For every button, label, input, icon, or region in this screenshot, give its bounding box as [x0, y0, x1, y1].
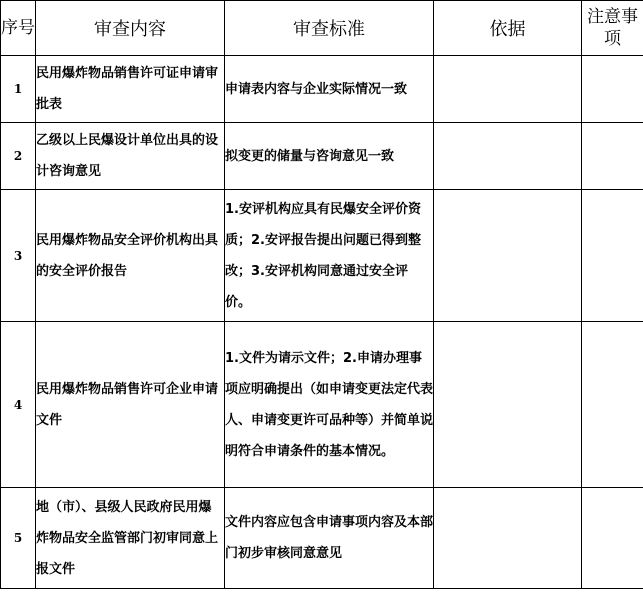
header-standard: 审查标准 [225, 1, 434, 56]
table-row [1, 56, 643, 123]
header-row [1, 1, 643, 56]
row-standard: 文件内容应包含申请事项内容及本部门初步审核同意意见 [225, 488, 434, 589]
header-basis: 依据 [434, 1, 582, 56]
row-notes [582, 123, 643, 190]
row-notes [582, 322, 643, 488]
header-index-label: 序号 [1, 18, 35, 38]
row-standard: 1.文件为请示文件；2.申请办理事项应明确提出（如申请变更法定代表人、申请变更许可品种等）并简单说明符合申请条件的基本情况。 [225, 322, 434, 488]
header-notes [582, 1, 643, 56]
table-row [1, 190, 643, 322]
row-standard: 1.安评机构应具有民爆安全评价资质；2.安评报告提出问题已得到整改；3.安评机构同意通过安全评价。 [225, 190, 434, 322]
row-content: 民用爆炸物品销售许可企业申请文件 [36, 322, 225, 488]
row-index: 4 [1, 322, 36, 488]
row-basis [434, 488, 582, 589]
header-content: 审查内容 [36, 1, 225, 56]
row-notes [582, 190, 643, 322]
table-row [1, 488, 643, 589]
row-index: 2 [1, 123, 36, 190]
row-content: 地（市）、县级人民政府民用爆炸物品安全监管部门初审同意上报文件 [36, 488, 225, 589]
header-index [1, 1, 36, 56]
row-standard: 申请表内容与企业实际情况一致 [225, 56, 434, 123]
row-basis [434, 123, 582, 190]
row-content: 民用爆炸物品销售许可证申请审批表 [36, 56, 225, 123]
row-notes [582, 56, 643, 123]
row-index: 5 [1, 488, 36, 589]
row-notes [582, 488, 643, 589]
row-basis [434, 190, 582, 322]
row-index: 1 [1, 56, 36, 123]
table-row [1, 322, 643, 488]
row-basis [434, 56, 582, 123]
row-content: 乙级以上民爆设计单位出具的设计咨询意见 [36, 123, 225, 190]
row-standard: 拟变更的储量与咨询意见一致 [225, 123, 434, 190]
header-notes-label: 注意事项 [587, 7, 638, 49]
row-content: 民用爆炸物品安全评价机构出具的安全评价报告 [36, 190, 225, 322]
row-index: 3 [1, 190, 36, 322]
row-basis [434, 322, 582, 488]
table-row [1, 123, 643, 190]
